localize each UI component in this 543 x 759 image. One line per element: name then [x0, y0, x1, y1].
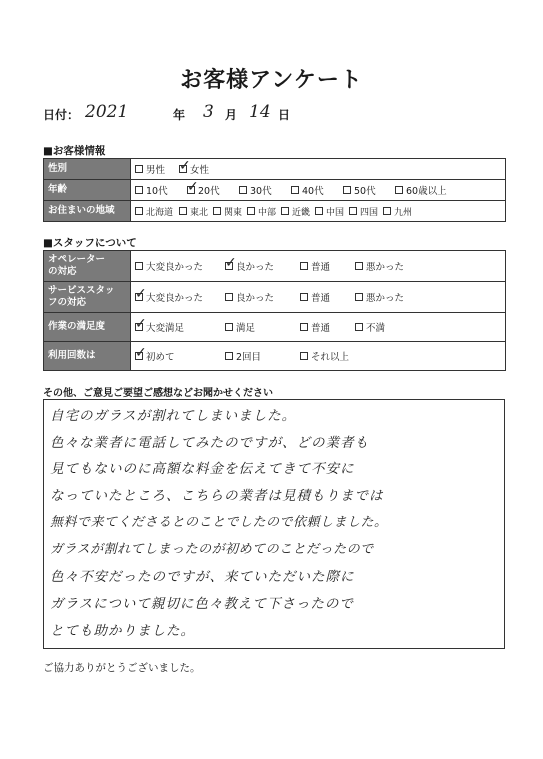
staff-row-usage	[44, 342, 506, 371]
rating-option[interactable]: ✓ 大変満足	[135, 320, 225, 334]
age-row	[44, 180, 506, 201]
rating-option[interactable]: 満足	[225, 320, 300, 334]
checkbox[interactable]	[135, 186, 143, 194]
date-year[interactable]: 2021	[85, 102, 129, 122]
age-option[interactable]: 60歳以上	[395, 183, 447, 197]
staff-table	[43, 250, 506, 371]
comments-heading: その他、ご意見ご要望ご感想などお聞かせください	[43, 388, 273, 399]
checkbox[interactable]	[355, 262, 363, 270]
age-option[interactable]: 30代	[239, 183, 291, 197]
checkbox[interactable]	[225, 352, 233, 360]
checkbox[interactable]	[135, 262, 143, 270]
rating-option[interactable]: 悪かった	[355, 259, 404, 273]
checkbox[interactable]	[239, 186, 247, 194]
usage-option[interactable]: 2回目	[225, 349, 300, 363]
comment-line: とても助かりました。	[50, 623, 195, 639]
date-day[interactable]: 14	[249, 102, 271, 122]
region-options	[131, 201, 506, 222]
region-option[interactable]: 北海道	[135, 205, 179, 218]
age-label: 年齢	[44, 180, 131, 201]
page-title: お客様アンケート	[180, 68, 363, 93]
age-options	[131, 180, 506, 201]
region-option[interactable]: 東北	[179, 205, 213, 218]
rating-option[interactable]: ✓ 大変良かった	[135, 290, 225, 304]
date-day-unit: 日	[278, 108, 291, 122]
comment-line: 無料で来てくださるとのことでしたので依頼しました。	[50, 515, 388, 530]
date-month-unit: 月	[225, 108, 238, 122]
checkbox[interactable]	[291, 186, 299, 194]
date-row	[43, 102, 343, 130]
checkbox[interactable]	[349, 207, 357, 215]
customer-info-table	[43, 158, 506, 222]
checkbox[interactable]	[300, 262, 308, 270]
gender-label: 性別	[44, 159, 131, 180]
staff-row-options	[131, 251, 506, 282]
date-month[interactable]: 3	[203, 102, 214, 122]
checkbox[interactable]	[247, 207, 255, 215]
staff-row-service	[44, 282, 506, 313]
region-option[interactable]: 四国	[349, 205, 383, 218]
comment-line: 色々不安だったのですが、来ていただいた際に	[50, 569, 355, 585]
checkbox-checked[interactable]	[225, 262, 233, 270]
rating-option[interactable]: 普通	[300, 290, 355, 304]
staff-section-heading: ■スタッフについて	[43, 237, 137, 249]
gender-option-male[interactable]: 男性	[135, 162, 179, 176]
checkbox[interactable]	[225, 323, 233, 331]
comment-line: 見てもないのに高額な料金を伝えてきて不安に	[50, 461, 355, 477]
comment-line: 色々な業者に電話してみたのですが、どの業者も	[50, 435, 369, 451]
age-option[interactable]: 40代	[291, 183, 343, 197]
checkbox-checked[interactable]	[135, 352, 143, 360]
checkbox[interactable]	[315, 207, 323, 215]
region-option[interactable]: 近畿	[281, 205, 315, 218]
checkbox[interactable]	[383, 207, 391, 215]
checkbox[interactable]	[213, 207, 221, 215]
staff-row-options	[131, 282, 506, 313]
staff-row-satisfaction	[44, 313, 506, 342]
checkbox-checked[interactable]	[135, 293, 143, 301]
staff-row-options	[131, 313, 506, 342]
comment-line: ガラスが割れてしまったのが初めてのことだったので	[50, 542, 374, 557]
comment-line: ガラスについて親切に色々教えて下さったので	[50, 596, 354, 612]
date-year-unit: 年	[173, 108, 186, 122]
checkbox[interactable]	[225, 293, 233, 301]
gender-row	[44, 159, 506, 180]
age-option[interactable]: ✓ 20代	[187, 183, 239, 197]
checkbox-checked[interactable]	[135, 323, 143, 331]
gender-options	[131, 159, 506, 180]
region-option[interactable]: 関東	[213, 205, 247, 218]
checkbox[interactable]	[135, 207, 143, 215]
checkbox[interactable]	[300, 323, 308, 331]
usage-option[interactable]: それ以上	[300, 349, 349, 363]
checkbox[interactable]	[300, 352, 308, 360]
region-label: お住まいの地域	[44, 201, 131, 222]
region-option[interactable]: 中部	[247, 205, 281, 218]
comment-line: 自宅のガラスが割れてしまいました。	[50, 408, 297, 424]
checkbox[interactable]	[355, 293, 363, 301]
checkbox[interactable]	[281, 207, 289, 215]
staff-row-operator	[44, 251, 506, 282]
gender-option-female[interactable]: ✓ 女性	[179, 162, 209, 176]
rating-option[interactable]: 不満	[355, 320, 385, 334]
customer-section-heading: ■お客様情報	[43, 145, 106, 157]
staff-row-label: オペレーター の対応	[44, 251, 131, 282]
checkbox[interactable]	[395, 186, 403, 194]
region-option[interactable]: 中国	[315, 205, 349, 218]
staff-row-options	[131, 342, 506, 371]
rating-option[interactable]: 悪かった	[355, 290, 404, 304]
date-label: 日付：	[43, 108, 80, 122]
checkbox-checked[interactable]	[179, 165, 187, 173]
checkbox-checked[interactable]	[187, 186, 195, 194]
usage-option[interactable]: ✓ 初めて	[135, 349, 225, 363]
checkbox[interactable]	[300, 293, 308, 301]
age-option[interactable]: 10代	[135, 183, 187, 197]
rating-option[interactable]: ✓ 良かった	[225, 259, 300, 273]
region-row	[44, 201, 506, 222]
checkbox[interactable]	[355, 323, 363, 331]
thanks-message: ご協力ありがとうございました。	[43, 662, 201, 674]
region-option[interactable]: 九州	[383, 205, 412, 218]
comment-line: なっていたところ、こちらの業者は見積もりまでは	[50, 488, 384, 504]
rating-option[interactable]: 普通	[300, 320, 355, 334]
staff-row-label: 作業の満足度	[44, 313, 131, 342]
checkbox[interactable]	[179, 207, 187, 215]
rating-option[interactable]: 良かった	[225, 290, 300, 304]
comment-box[interactable]	[43, 399, 505, 649]
rating-option[interactable]: 普通	[300, 259, 355, 273]
staff-row-label: 利用回数は	[44, 342, 131, 371]
staff-row-label: サービススタッ フの対応	[44, 282, 131, 313]
age-option[interactable]: 50代	[343, 183, 395, 197]
checkbox[interactable]	[343, 186, 351, 194]
checkbox[interactable]	[135, 165, 143, 173]
rating-option[interactable]: 大変良かった	[135, 259, 225, 273]
